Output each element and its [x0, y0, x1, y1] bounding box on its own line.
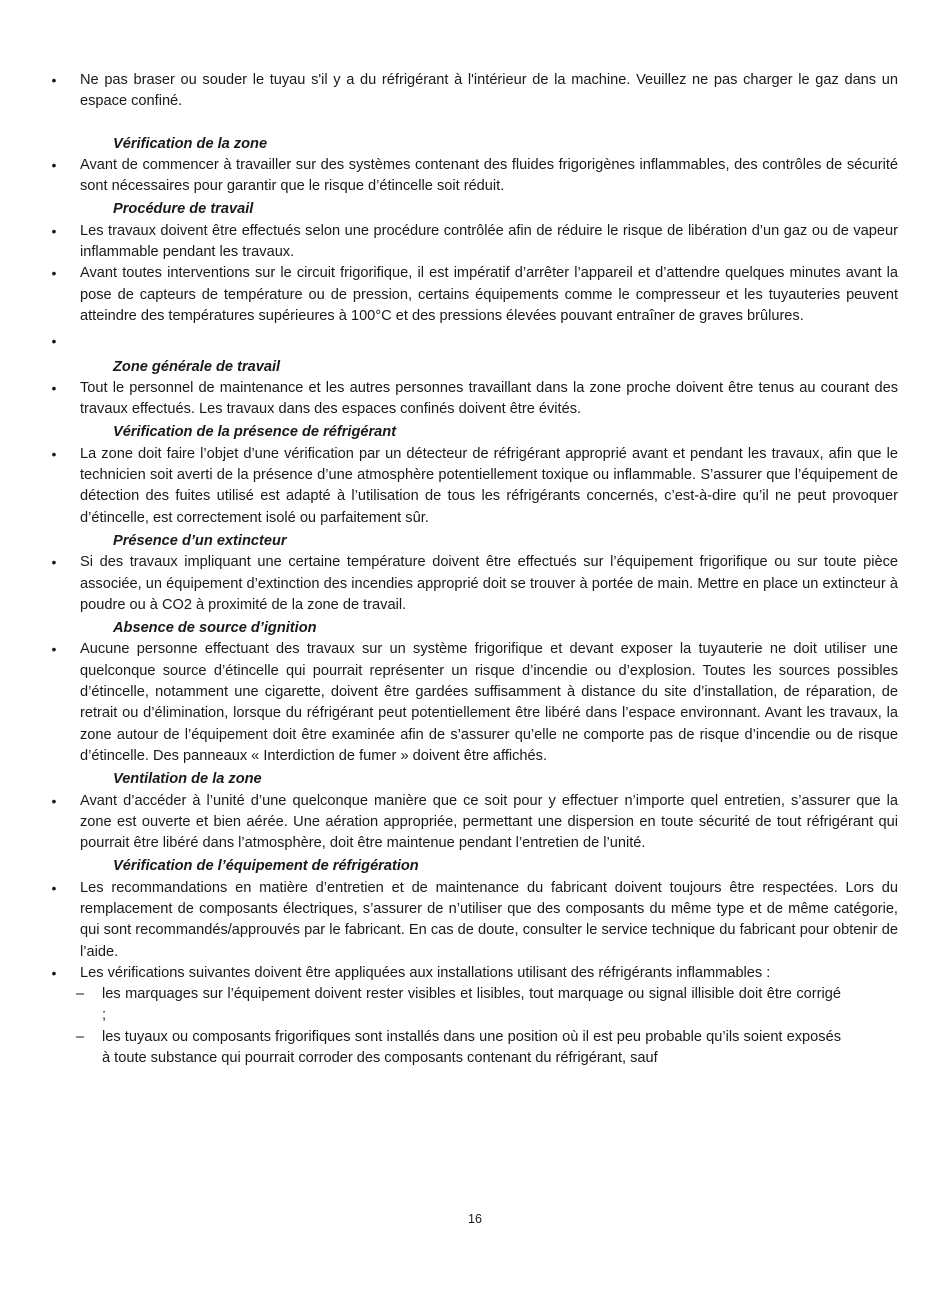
- bullet-text: Ne pas braser ou souder le tuyau s'il y a du réfrigérant à l'intérieur de la machine. Veuillez ne pas charger le gaz dans un espace confiné.: [80, 72, 898, 110]
- bullet-marker: •: [51, 879, 57, 896]
- dash-marker: –: [76, 986, 85, 1003]
- section-heading: Vérification de l’équipement de réfrigération: [113, 858, 419, 875]
- document-body: [46, 70, 898, 1069]
- dash-text: les marquages sur l’équipement doivent rester visibles et lisibles, tout marquage ou signal illisible doit être corrigé ;: [102, 986, 841, 1024]
- bullet-text: Avant toutes interventions sur le circuit frigorifique, il est impératif d’arrêter l’appareil et d’attendre quelques minutes avant la pose de capteurs de température ou de pression, certains équipements comme le compresseur et les tuyauteries peuvent atteindre des températures supérieures à 100°C et des pressions élevées pouvant entraîner de graves brûlures.: [80, 265, 898, 324]
- bullet-marker: •: [51, 792, 57, 809]
- bullet-text: Avant de commencer à travailler sur des systèmes contenant des fluides frigorigènes inflammables, des contrôles de sécurité sont nécessaires pour garantir que le risque d’étincelle soit réduit.: [80, 156, 898, 195]
- bullet-marker: •: [51, 222, 57, 239]
- bullet-marker: •: [51, 641, 57, 658]
- section-heading: Présence d’un extincteur: [113, 532, 287, 549]
- bullet-marker: •: [51, 379, 57, 396]
- section-heading: Ventilation de la zone: [113, 771, 262, 788]
- bullet-item: [46, 963, 898, 984]
- bullet-marker: •: [51, 445, 57, 462]
- bullet-marker: •: [51, 333, 57, 350]
- bullet-text: Tout le personnel de maintenance et les autres personnes travaillant dans la zone proche doivent être tenus au courant des travaux effectués. Les travaux dans des espaces confinés doivent être évités.: [80, 379, 898, 418]
- bullet-text: Les recommandations en matière d’entretien et de maintenance du fabricant doivent toujours être respectées. Lors du remplacement de composants électriques, s’assurer de n’utiliser que des composants du même type et de même catégorie, qui sont recommandés/approuvés par le fabricant. En cas de doute, consulter le service technique du fabricant pour obtenir de l’aide.: [80, 879, 898, 960]
- bullet-item: [46, 639, 898, 767]
- bullet-item: [46, 263, 898, 327]
- bullet-text: Aucune personne effectuant des travaux sur un système frigorifique et devant exposer la tuyauterie ne doit utiliser une quelconque source d’étincelle qui pourrait représenter un risque d’incendie ou d’explosion. Toutes les sources possibles d’étincelle, notamment une cigarette, doivent être gardées suffisamment à distance du site d’installation, de réparation, de retrait ou d’élimination, lorsque du réfrigérant peut potentiellement être libéré dans l’espace environnant. Avant les travaux, la zone autour de l’équipement doit être examinée afin de s’assurer qu’elle ne comporte pas de risque d’incendie ou de risque d’étincelle. Des panneaux « Interdiction de fumer » doivent être affichés.: [80, 641, 898, 764]
- dash-item: [46, 1027, 898, 1070]
- bullet-text: Si des travaux impliquant une certaine température doivent être effectués sur l’équipement frigorifique ou sur toute pièce associée, un équipement d’extinction des incendies approprié doit se trouver à portée de main. Mettre en place un extincteur à poudre ou à CO2 à proximité de la zone de travail.: [80, 554, 898, 613]
- bullet-item: [46, 791, 898, 855]
- bullet-marker: •: [51, 964, 57, 981]
- page-number: 16: [468, 1212, 482, 1226]
- bullet-marker: •: [51, 265, 57, 282]
- dash-item: [46, 984, 898, 1027]
- section-heading: Vérification de la présence de réfrigérant: [113, 424, 397, 441]
- bullet-item: [46, 444, 898, 529]
- dash-text: les tuyaux ou composants frigorifiques sont installés dans une position où il est peu probable qu’ils soient exposés à toute substance qui pourrait corroder des composants contenant du réfrigérant, sauf: [102, 1028, 841, 1067]
- section-heading: Vérification de la zone: [113, 135, 268, 152]
- bullet-item-empty: [46, 331, 898, 352]
- bullet-item: [46, 155, 898, 198]
- bullet-marker: •: [51, 554, 57, 571]
- bullet-item: [46, 70, 898, 113]
- bullet-item: [46, 878, 898, 963]
- bullet-item: [46, 378, 898, 421]
- bullet-text: La zone doit faire l’objet d’une vérification par un détecteur de réfrigérant approprié avant et pendant les travaux, afin que le technicien soit averti de la présence d’une atmosphère potentiellement toxique ou inflammable. S’assurer que l’équipement de détection des fuites utilisé est adapté à l’utilisation de tous les réfrigérants concernés, c’est-à-dire qu’il ne peut provoquer d’étincelle, est correctement isolé ou parfaitement sûr.: [80, 445, 898, 526]
- section-heading: Zone générale de travail: [113, 358, 281, 375]
- bullet-text: Les travaux doivent être effectués selon une procédure contrôlée afin de réduire le risque de libération d’un gaz ou de vapeur inflammable pendant les travaux.: [80, 222, 898, 261]
- bullet-text: Avant d’accéder à l’unité d’une quelconque manière que ce soit pour y effectuer n’importe quel entretien, s’assurer que la zone est ouverte et bien aérée. Une aération appropriée, permettant une dispersion en toute sécurité de tout réfrigérant qui pourrait être libéré dans l’atmosphère, doit être maintenue pendant l’entretien de l’unité.: [80, 792, 898, 852]
- dash-marker: –: [76, 1028, 85, 1045]
- section-heading: Absence de source d’ignition: [113, 620, 317, 637]
- bullet-marker: •: [51, 156, 57, 173]
- bullet-text: Les vérifications suivantes doivent être appliquées aux installations utilisant des réfrigérants inflammables :: [80, 964, 771, 981]
- bullet-marker: •: [51, 72, 57, 88]
- section-heading: Procédure de travail: [113, 201, 254, 218]
- bullet-item: [46, 552, 898, 616]
- bullet-item: [46, 221, 898, 264]
